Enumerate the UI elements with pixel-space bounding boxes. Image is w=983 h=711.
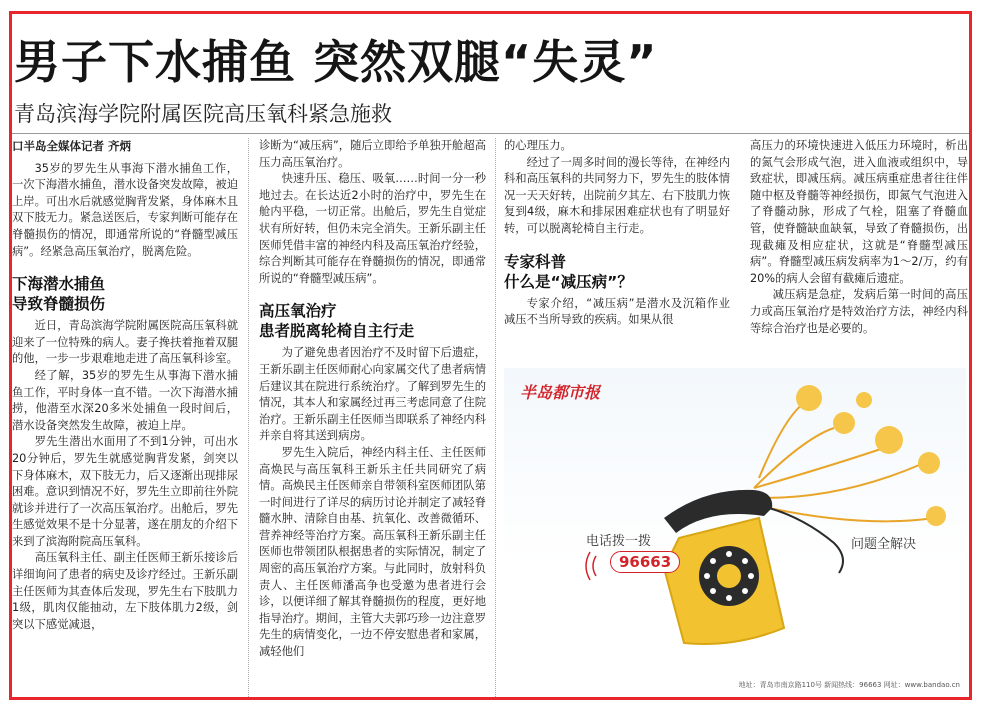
paragraph: 快速升压、稳压、吸氧……时间一分一秒地过去。在长达近2小时的治疗中，罗先生在舱内平稳，一切正常。出舱后，罗先生自觉症状有所好转，但仍未完全消失。王新乐副主任医师凭借丰富的神经内科及高压氧治疗经验，综合判断其可能存在脊髓损伤的情况，即通常所说的“脊髓型减压病”。 [259,172,486,285]
paragraph: 经过了一周多时间的漫长等待，在神经内科和高压氧科的共同努力下，罗先生的肢体情况一天天好转，出院前夕其左、右下肢肌力恢复到4级，麻木和排尿困难症状也有了明显好转，可以脱离轮椅自主行走。 [504,155,730,235]
paragraph: 专家介绍，“减压病”是潜水及沉箱作业减压不当所导致的疾病。如果从很 [504,296,730,327]
section-heading-line2: 导致脊髓损伤 [12,295,106,314]
mail-icon [796,385,822,411]
column-1 [12,138,238,698]
paragraph: 减压病是急症，发病后第一时间的高压力或高压氧治疗是特效治疗方法，神经内科等综合治疗也是必要的。 [750,288,968,335]
column-separator [248,138,249,697]
column-4 [750,138,968,353]
paragraph: 的心理压力。 [504,139,572,152]
service-icons [796,385,946,526]
signal-waves-icon [586,552,596,580]
paragraph: 罗先生入院后，神经内科主任、主任医师高焕民与高压氧科王新乐主任共同研究了病情。高焕民主任医师亲自带领科室医师团队第一时间进行了详尽的病历讨论并制定了减轻脊髓水肿、清除自由基、抗氧化、改善微循环、营养神经等治疗方案。高压氧科王新乐副主任医师也带领团队根据患者的实际情况，制定了周密的高压氧治疗方案。与此同时，放射科负责人、主任医师潘高争也受邀为患者进行会诊，以便详细了解其脊髓损伤的程度，更好地指导治疗。期间，主管大夫郭巧珍一边注意罗先生的病情变化，一边不停安慰患者和家属，减轻他们 [259,445,486,659]
paragraph: 高压氧科主任、副主任医师王新乐接诊后详细询问了患者的病史及诊疗经过。王新乐副主任医师为其查体后发现，罗先生右下肢肌力1级，肌肉仅能抽动，左下肢体肌力2级，剑突以下感觉减退， [12,551,238,631]
ad-footer: 地址：青岛市南京路110号 新闻热线：96663 网址：www.bandao.cn [738,681,960,689]
newspaper-logo: 半岛都市报 [520,383,601,402]
hotline-number: 96663 [610,551,680,573]
paragraph: 35岁的罗先生从事海下潜水捕鱼工作，一次下海潜水捕鱼，潜水设备突发故障，被迫上岸。可出水后就感觉胸背发紧，身体麻木且双下肢无力。紧急送医后，专家判断可能存在脊髓损伤的情况，即通常所说的“脊髓型减压病”。经紧急高压氧治疗，脱离危险。 [12,161,238,258]
section-heading-line1: 高压氧治疗 [259,302,337,321]
section-heading-line2: 患者脱离轮椅自主行走 [259,322,415,341]
bulb-icon [856,392,872,408]
paragraph: 高压力的环境快速进入低压力环境时，析出的氮气会形成气泡，进入血液或组织中，导致症状，即减压病。减压病重症患者往往伴随中枢及脊髓等神经损伤，即氮气气泡进入了脊髓动脉，形成了气栓，阻塞了脊髓血管，使脊髓缺血缺氧，导致了脊髓损伤，出现截瘫及相应症状，这就是“脊髓型减压病”。脊髓型减压病发病率为1～2/万，约有20%的病人会留有截瘫后遗症。 [750,139,968,285]
section-heading [12,274,238,314]
paragraph: 诊断为“减压病”，随后立即给予单独开舱超高压力高压氧治疗。 [259,139,486,169]
solve-slogan: 问题全解决 [851,537,917,552]
byline: 口半岛全媒体记者 齐炳 [12,139,132,153]
paragraph: 近日，青岛滨海学院附属医院高压氧科就迎来了一位特殊的病人。妻子搀扶着拖着双腿的他，一步一步艰难地走进了高压氧科诊室。 [12,319,238,366]
hotline-advertisement [504,368,966,694]
chat-icon [926,506,946,526]
section-heading-line1: 专家科普 [504,252,567,271]
article-frame [9,11,972,700]
headline: 男子下水捕鱼 突然双腿“失灵” [14,35,658,89]
section-heading-line1: 下海潜水捕鱼 [12,275,106,294]
section-heading-line2: 什么是“减压病”？ [504,272,633,291]
paragraph: 经了解，35岁的罗先生从事海下潜水捕鱼工作，平时身体一直不错。一次下海潜水捕捞，他潜至水深20多米处捕鱼一段时间后，潜水设备突然发生故障，被迫上岸。 [12,368,238,432]
section-heading [259,301,486,341]
home-icon [875,426,903,454]
cart-icon [918,452,940,474]
column-separator [495,138,496,697]
section-heading [504,252,730,292]
paragraph: 为了避免患者因治疗不及时留下后遗症，王新乐副主任医师耐心向家属交代了患者病情后建议其在院进行系统治疗。了解到罗先生的情况，其本人和家属经过再三考虑同意了住院治疗。王新乐副主任医师当即联系了神经内科并亲自将其送到病房。 [259,346,486,443]
paragraph: 罗先生潜出水面用了不到1分钟，可出水20分钟后，罗先生就感觉胸背发紧，剑突以下身体麻木，双下肢无力，后又逐渐出现排尿困难。意识到情况不好，罗先生立即前往外院就诊并进行了一次高压氧治疗。出舱后，罗先生感觉效果不是十分显著，遂在朋友的介绍下来到了滨海附院高压氧科。 [12,435,238,548]
call-prompt: 电话拨一拨 [586,534,652,549]
column-3 [504,138,730,353]
divider [12,133,969,134]
car-icon [833,412,855,434]
ad-illustration [504,368,966,694]
column-2 [259,138,486,698]
telephone-icon [664,490,843,644]
subheadline: 青岛滨海学院附属医院高压氧科紧急施救 [14,102,392,126]
